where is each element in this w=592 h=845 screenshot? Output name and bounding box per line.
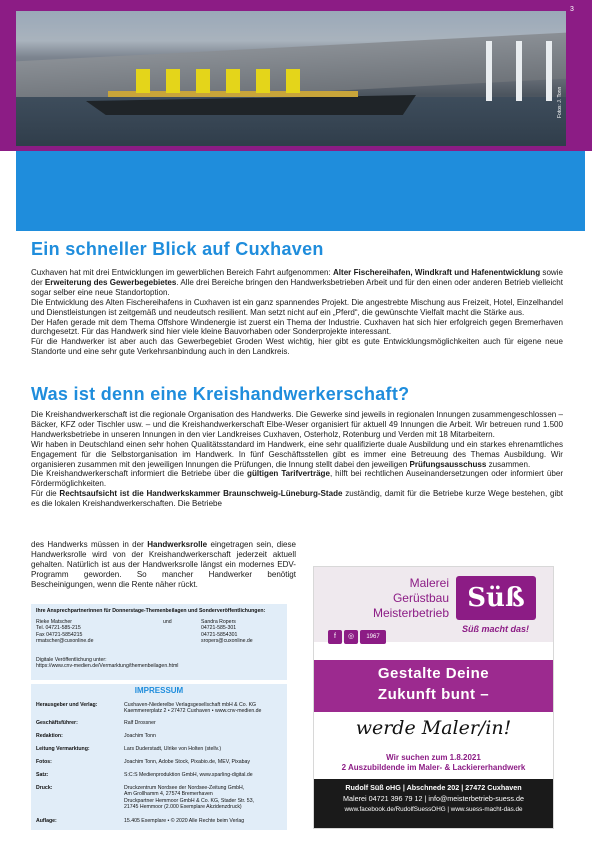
contact-person-1: Rieke Matscher Tel. 04721-585-215 Fax 04721-5854215 rmatscher@cuxonline.de bbox=[36, 619, 94, 645]
page-number: 3 bbox=[570, 6, 574, 13]
ad-slogan: Süß macht das! bbox=[462, 624, 530, 634]
article-cuxhaven-body: Cuxhaven hat mit drei Entwicklungen im gewerblichen Bereich Fahrt aufgenommen: Alter Fischereihafen, Windkraft und Hafenentwicklung sowie der Erweiterung des Gewerbegebietes. Alle drei Bereiche bringen den Handwerksbetrieben Arbeit und für den einen oder anderen Betrieb vielleicht sogar selber eine neue Standortoption. Die Entwicklung des Alten Fischereihafens in Cuxhaven ist ein ganz spannendes Projekt. Die angestrebte Mischung aus Freizeit, Hotel, Einzelhandel und Dienstleistungen ist zeitgemäß und neudeutsch resilient. Man setzt nicht auf ein „Pferd“, die gewünschte Vielfalt macht die Stärke aus. Der Hafen gerade mit dem Thema Offshore Windenergie ist zuerst ein Thema der Industrie. Cuxhaven hat sich hier erfolgreich gegen Bremerhaven durchgesetzt. Für das Handwerk sind hier viele kleine Bauvorhaben oder Sonderprojekte interessant. Für die Handwerker ist aber auch das Gewerbegebiet Groden West wichtig, hier gibt es gute Entwicklungsmöglichkeiten auch für eigene neue Standorte und eine sehr gute Verkehrsanbindung auch in den Landkreis. bbox=[31, 268, 564, 357]
article-kreishandwerkerschaft-body-cont: des Handwerks müssen in der Handwerksrolle eingetragen sein, diese Handwerksrolle wird von der Kreishandwerkerschaft jederzeit aktuell gehalten. Natürlich ist aus der Handwerksrolle längst ein modernes EDV-Programm geworden. So mancher Handwerker benötigt Bescheinigungen, wenn die Rente näher rückt. bbox=[31, 540, 296, 589]
job-advertisement bbox=[313, 566, 554, 829]
article-kreishandwerkerschaft-body: Die Kreishandwerkerschaft ist die regionale Organisation des Handwerks. Die Gewerke sind jeweils in regionalen Innungen zusammengeschlossen – Bäcker, KFZ oder Tischler usw. – und die Kreishandwerkerschaft Elbe-Weser organisiert für aktuell 49 Innungen die Arbeit. Wir betreuen rund 1.500 Handwerksbetriebe in unseren Innungen in den vier Landkreises Cuxhaven, Osterholz, Rotenburg und Verden mit 18 Mitarbeitern. Wir haben in Deutschland einen sehr hohen Qualitätsstandard im Handwerk, eine sehr qualifizierte duale Ausbildung und ein starkes ehrenamtliches Engagement für die Selbstorganisation im Handwerk. In fünf Geschäftsstellen gibt es immer eine Betreuung des Themas Ausbildung. Wir organisieren zusammen mit den jeweiligen Innungen die Prüfungen, die Innung stellt dabei den jeweiligen Prüfungsausschuss zusammen. Die Kreishandwerkerschaft informiert die Betriebe über die gültigen Tarifverträge, hilft bei rechtlichen Auseinandersetzungen oder informiert über Fördermöglichkeiten. Für die Rechtsaufsicht ist die Handwerkskammer Braunschweig-Lüneburg-Stade zuständig, damit für die Betriebe kurze Wege bestehen, gibt es die lokalen Kreishandwerkerschaften. Die Betriebe bbox=[31, 410, 563, 509]
ad-script-headline: werde Maler/in! bbox=[355, 717, 512, 739]
ad-banner-line-2: Zukunft bunt – bbox=[377, 686, 490, 703]
ad-footer bbox=[314, 779, 553, 828]
article-title-cuxhaven: Ein schneller Blick auf Cuxhaven bbox=[31, 239, 324, 259]
impressum-box: IMPRESSUM Herausgeber und Verlag: Cuxhaven-Niederelbe Verlagsgesellschaft mbH & Co. KG Kaemmererplatz 2 • 27472 Cuxhaven • www.cnv-medien.de Geschäftsführer: Ralf Drossner Redaktion: Joachim Tonn Leitung Vermarktung: Lars Duderstadt, Ulrike von Holten (stellv.) Fotos: Joachim Tonn, Adobe Stock, Pixabio.de, MEV, Pixabay Satz: S:C:S Medienproduktion GmbH, www.sparling-digital.de Druck: Druckzentrum Nordsee der Nordsee-Zeitung GmbH, Am Grollhamm 4, 27574 Bremerhaven Druckpartner Hemmoor GmbH & Co. KG, Stader Str. 53, 21745 Hemmoor (2.000 Exemplare Akzidenzdruck) Auflage: 15.405 Exemplare • © 2020 Alle Rechte beim Verlag bbox=[31, 684, 287, 830]
ad-contact[interactable]: Malerei 04721 396 79 12 | info@meisterbetrieb-suess.de bbox=[343, 794, 524, 803]
digital-publication: Digitale Veröffentlichung unter: https://www.cnv-medien.de/Vermarktung/themenbeilagen.html bbox=[36, 657, 179, 670]
facebook-icon[interactable]: f bbox=[328, 630, 342, 644]
contact-title: Ihre Ansprechpartnerinnen für Donnerstage-Themenbeilagen und Sonderveröffentlichungen: bbox=[36, 608, 266, 614]
instagram-icon[interactable]: ◎ bbox=[344, 630, 358, 644]
ad-line-geruestbau: Gerüstbau bbox=[392, 591, 449, 605]
impressum-title: IMPRESSUM bbox=[134, 686, 184, 695]
ad-web-links[interactable]: www.facebook.de/RudolfSuessOHG | www.suess-macht-das.de bbox=[344, 806, 523, 813]
blue-decor-band bbox=[16, 151, 585, 231]
contact-1-email[interactable]: rmatscher@cuxonline.de bbox=[36, 638, 94, 645]
ad-line-malerei: Malerei bbox=[409, 576, 449, 590]
badge-icon: 1967 bbox=[360, 630, 386, 644]
contact-2-email[interactable]: sropers@cuxonline.de bbox=[201, 638, 253, 645]
company-logo: Süß bbox=[456, 576, 536, 620]
ad-banner-line-1: Gestalte Deine bbox=[377, 665, 490, 682]
ad-address: Rudolf Süß oHG | Abschnede 202 | 27472 Cuxhaven bbox=[345, 783, 522, 792]
ad-positions: 2 Auszubildende im Maler- & Lackiererhandwerk bbox=[341, 763, 526, 772]
digital-publication-link[interactable]: https://www.cnv-medien.de/Vermarktung/themenbeilagen.html bbox=[36, 663, 179, 670]
ad-date: Wir suchen zum 1.8.2021 bbox=[386, 753, 481, 762]
contact-person-2: Sandra Ropers 04721-585-301 04721-5854301 sropers@cuxonline.de bbox=[201, 619, 253, 645]
harbor-photo bbox=[16, 11, 566, 146]
social-icons bbox=[328, 625, 398, 641]
contact-box: Ihre Ansprechpartnerinnen für Donnerstage-Themenbeilagen und Sonderveröffentlichungen: Rieke Matscher Tel. 04721-585-215 Fax 04721-5854215 rmatscher@cuxonline.de und Sandra Ropers 04721-585-301 04721-5854301 sropers@cuxonline.de Digitale Veröffentlichung unter: https://www.cnv-medien.de/Vermarktung/themenbeilagen.html bbox=[31, 604, 287, 680]
article-title-kreishandwerkerschaft: Was ist denn eine Kreishandwerkerschaft? bbox=[31, 384, 410, 404]
photo-credit: Fotos: J. Tonn bbox=[557, 86, 563, 118]
ad-line-meisterbetrieb: Meisterbetrieb bbox=[372, 606, 449, 620]
